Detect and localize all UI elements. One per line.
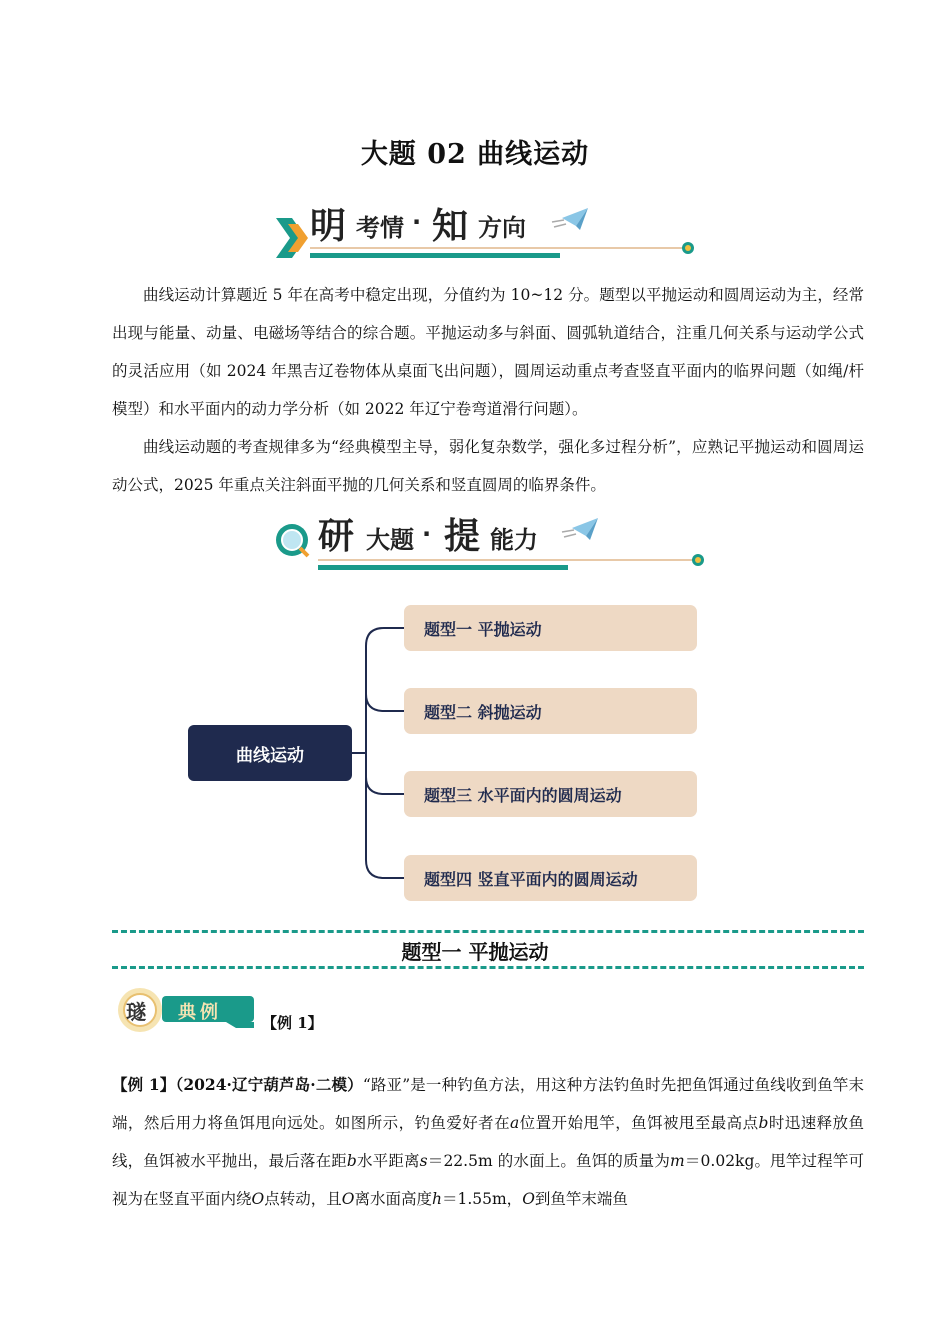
mindmap-node-2: 题型二 斜抛运动 bbox=[404, 688, 697, 734]
example-text: 到鱼竿末端鱼 bbox=[534, 1190, 628, 1208]
example-text: 时迅速释放鱼线，鱼饵被水平抛出，最后落在距 bbox=[112, 1114, 864, 1170]
example-text: ＝1.55m， bbox=[441, 1190, 523, 1208]
example-text: ＝22.5m 的水面上。鱼饵的质量为 bbox=[427, 1152, 671, 1170]
badge-text: 典例 bbox=[178, 1002, 222, 1023]
banner-char-2: 知 bbox=[432, 205, 469, 247]
var-m: m bbox=[670, 1152, 685, 1170]
example-label: 【例 1】 bbox=[262, 1014, 323, 1032]
section-divider-bottom bbox=[112, 966, 864, 969]
banner-dot: · bbox=[412, 208, 422, 236]
var-o: O bbox=[251, 1190, 265, 1208]
banner-word-2: 方向 bbox=[478, 214, 526, 242]
var-a: a bbox=[510, 1114, 520, 1132]
page-title: 大题 02 曲线运动 bbox=[360, 139, 590, 170]
var-b: b bbox=[758, 1114, 769, 1132]
example-text: ＝0.02kg。甩竿过程竿可视为在竖直平面内绕 bbox=[112, 1152, 864, 1208]
example-text: 位置开始甩竿，鱼饵被甩至最高点 bbox=[519, 1114, 759, 1132]
mindmap-root: 曲线运动 bbox=[188, 725, 352, 781]
intro-paragraph-1: 曲线运动计算题近 5 年在高考中稳定出现，分值约为 10~12 分。题型以平抛运动和圆周运动为主，经常出现与能量、动量、电磁场等结合的综合题。平抛运动多与斜面、圆弧轨道结合，注重几何关系与运动学公式的灵活应用（如 2024 年黑吉辽卷物体从桌面飞出问题），圆周运动重点考查竖直平面内的临界问题（如绳/杆模型）和水平面内的动力学分析（如 2022 年辽宁卷弯道滑行问题）。 bbox=[112, 286, 864, 418]
mindmap-node-1: 题型一 平抛运动 bbox=[404, 605, 697, 651]
example-badge bbox=[116, 986, 256, 1034]
example-text: 水平距离 bbox=[356, 1152, 420, 1170]
seal-icon: 璲 bbox=[126, 1000, 146, 1024]
var-h: h bbox=[431, 1190, 442, 1208]
mindmap-node-3: 题型三 水平面内的圆周运动 bbox=[404, 771, 697, 817]
example-text: 点转动，且 bbox=[264, 1190, 342, 1208]
banner-dot: · bbox=[422, 520, 432, 548]
var-o: O bbox=[341, 1190, 355, 1208]
intro-paragraph-2: 曲线运动题的考查规律多为“经典模型主导，弱化复杂数学，强化多过程分析”，应熟记平抛运动和圆周运动公式，2025 年重点关注斜面平抛的几何关系和竖直圆周的临界条件。 bbox=[112, 438, 864, 494]
section-divider-top bbox=[112, 930, 864, 933]
mindmap-node-4: 题型四 竖直平面内的圆周运动 bbox=[404, 855, 697, 901]
section-title: 题型一 平抛运动 bbox=[401, 940, 549, 964]
banner-char-1: 研 bbox=[318, 515, 355, 557]
banner-word-1: 考情 bbox=[356, 214, 404, 242]
example-text: 离水面高度 bbox=[354, 1190, 432, 1208]
example-source: （2024·辽宁葫芦岛·二模） bbox=[175, 1075, 363, 1094]
var-o: O bbox=[522, 1190, 535, 1208]
var-b: b bbox=[346, 1152, 357, 1170]
banner-word-1: 大题 bbox=[366, 526, 414, 554]
var-s: s bbox=[419, 1152, 428, 1170]
banner-char-2: 提 bbox=[444, 515, 481, 557]
example-tag: 【例 1】 bbox=[112, 1075, 176, 1094]
banner-word-2: 能力 bbox=[490, 526, 538, 554]
example-body bbox=[112, 1066, 864, 1218]
example-text: “路亚”是一种钓鱼方法，用这种方法钓鱼时先把鱼饵通过鱼线收到鱼竿末端，然后用力将鱼饵甩向远处。如图所示，钓鱼爱好者在 bbox=[112, 1076, 865, 1132]
banner-char-1: 明 bbox=[310, 205, 347, 247]
